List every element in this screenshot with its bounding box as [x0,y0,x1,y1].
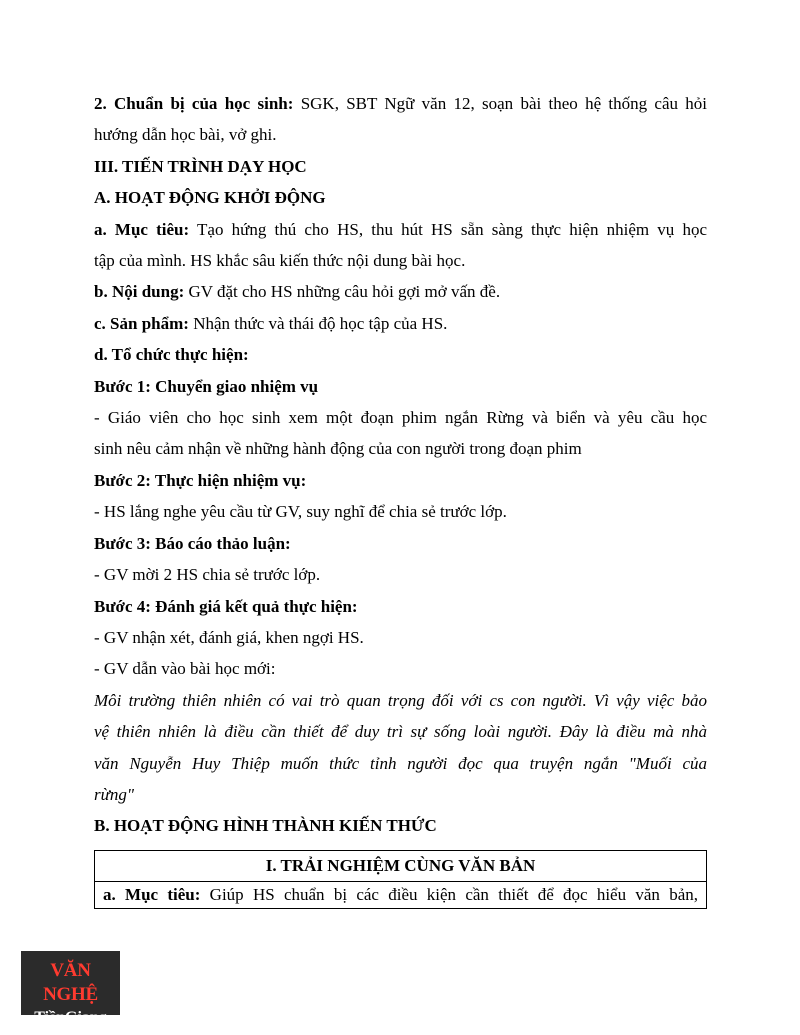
publisher-logo [21,951,120,1026]
step3-title: Bước 3: Báo cáo thảo luận: [94,533,291,553]
step4-line-2: - GV dẫn vào bài học mới: [94,659,276,679]
step2-title: Bước 2: Thực hiện nhiệm vụ: [94,470,307,490]
step3-line-1: - GV mời 2 HS chia sẻ trước lớp. [94,565,321,585]
objective-line-1: a. Mục tiêu: Tạo hứng thú cho HS, thu hút HS sẵn sàng thực hiện nhiệm vụ học [94,219,708,239]
section-a-heading: A. HOẠT ĐỘNG KHỞI ĐỘNG [94,188,326,208]
table-objective-label: a. Mục tiêu: [103,885,201,904]
step1-line-2: sinh nêu cảm nhận về những hành động của con người trong đoạn phim [94,439,582,459]
table-header: I. TRẢI NGHIỆM CÙNG VĂN BẢN [95,851,707,882]
product-label: c. Sản phẩm: [94,313,189,333]
step1-title: Bước 1: Chuyển giao nhiệm vụ [94,376,319,396]
logo-line-1: VĂN NGHỆ [43,960,98,1005]
table-objective-cell: a. Mục tiêu: Giúp HS chuẩn bị các điều kiện cần thiết để đọc hiểu văn bản, [95,882,707,909]
intro-line-2: vệ thiên nhiên là điều cần thiết để duy trì sự sống loài người. Đây là điều mà nhà [94,722,707,742]
intro-line-1: Môi trường thiên nhiên có vai trò quan trọng đối với cs con người. Vì vậy việc bảo [94,690,707,710]
activity-table [94,850,707,909]
intro-line-4: rừng" [94,784,135,804]
prep-label: 2. Chuẩn bị của học sinh: [94,94,294,113]
table-row [95,882,707,909]
organize-heading: d. Tổ chức thực hiện: [94,345,249,365]
document-body [94,88,707,842]
objective-label: a. Mục tiêu: [94,219,190,239]
content-line: b. Nội dung: GV đặt cho HS những câu hỏi gợi mở vấn đề. [94,282,501,302]
table-row [95,851,707,882]
step4-title: Bước 4: Đánh giá kết quả thực hiện: [94,596,358,616]
logo-line-2: TiềnGiang [34,1009,107,1026]
step1-line-1: - Giáo viên cho học sinh xem một đoạn phim ngắn Rừng và biển và yêu cầu học [94,408,707,428]
section-b-heading: B. HOẠT ĐỘNG HÌNH THÀNH KIẾN THỨC [94,816,437,836]
intro-line-3: văn Nguyễn Huy Thiệp muốn thức tỉnh người đọc qua truyện ngắn "Muối của [94,753,707,773]
prep-line-2: hướng dẫn học bài, vở ghi. [94,125,277,145]
prep-line-1: 2. Chuẩn bị của học sinh: SGK, SBT Ngữ văn 12, soạn bài theo hệ thống câu hỏi [94,94,707,113]
step2-line-1: - HS lắng nghe yêu cầu từ GV, suy nghĩ để chia sẻ trước lớp. [94,502,507,522]
section-3-heading: III. TIẾN TRÌNH DẠY HỌC [94,156,307,176]
content-label: b. Nội dung: [94,282,185,302]
step4-line-1: - GV nhận xét, đánh giá, khen ngợi HS. [94,627,364,647]
product-line: c. Sản phẩm: Nhận thức và thái độ học tập của HS. [94,313,448,333]
objective-line-2: tập của mình. HS khắc sâu kiến thức nội dung bài học. [94,251,466,271]
